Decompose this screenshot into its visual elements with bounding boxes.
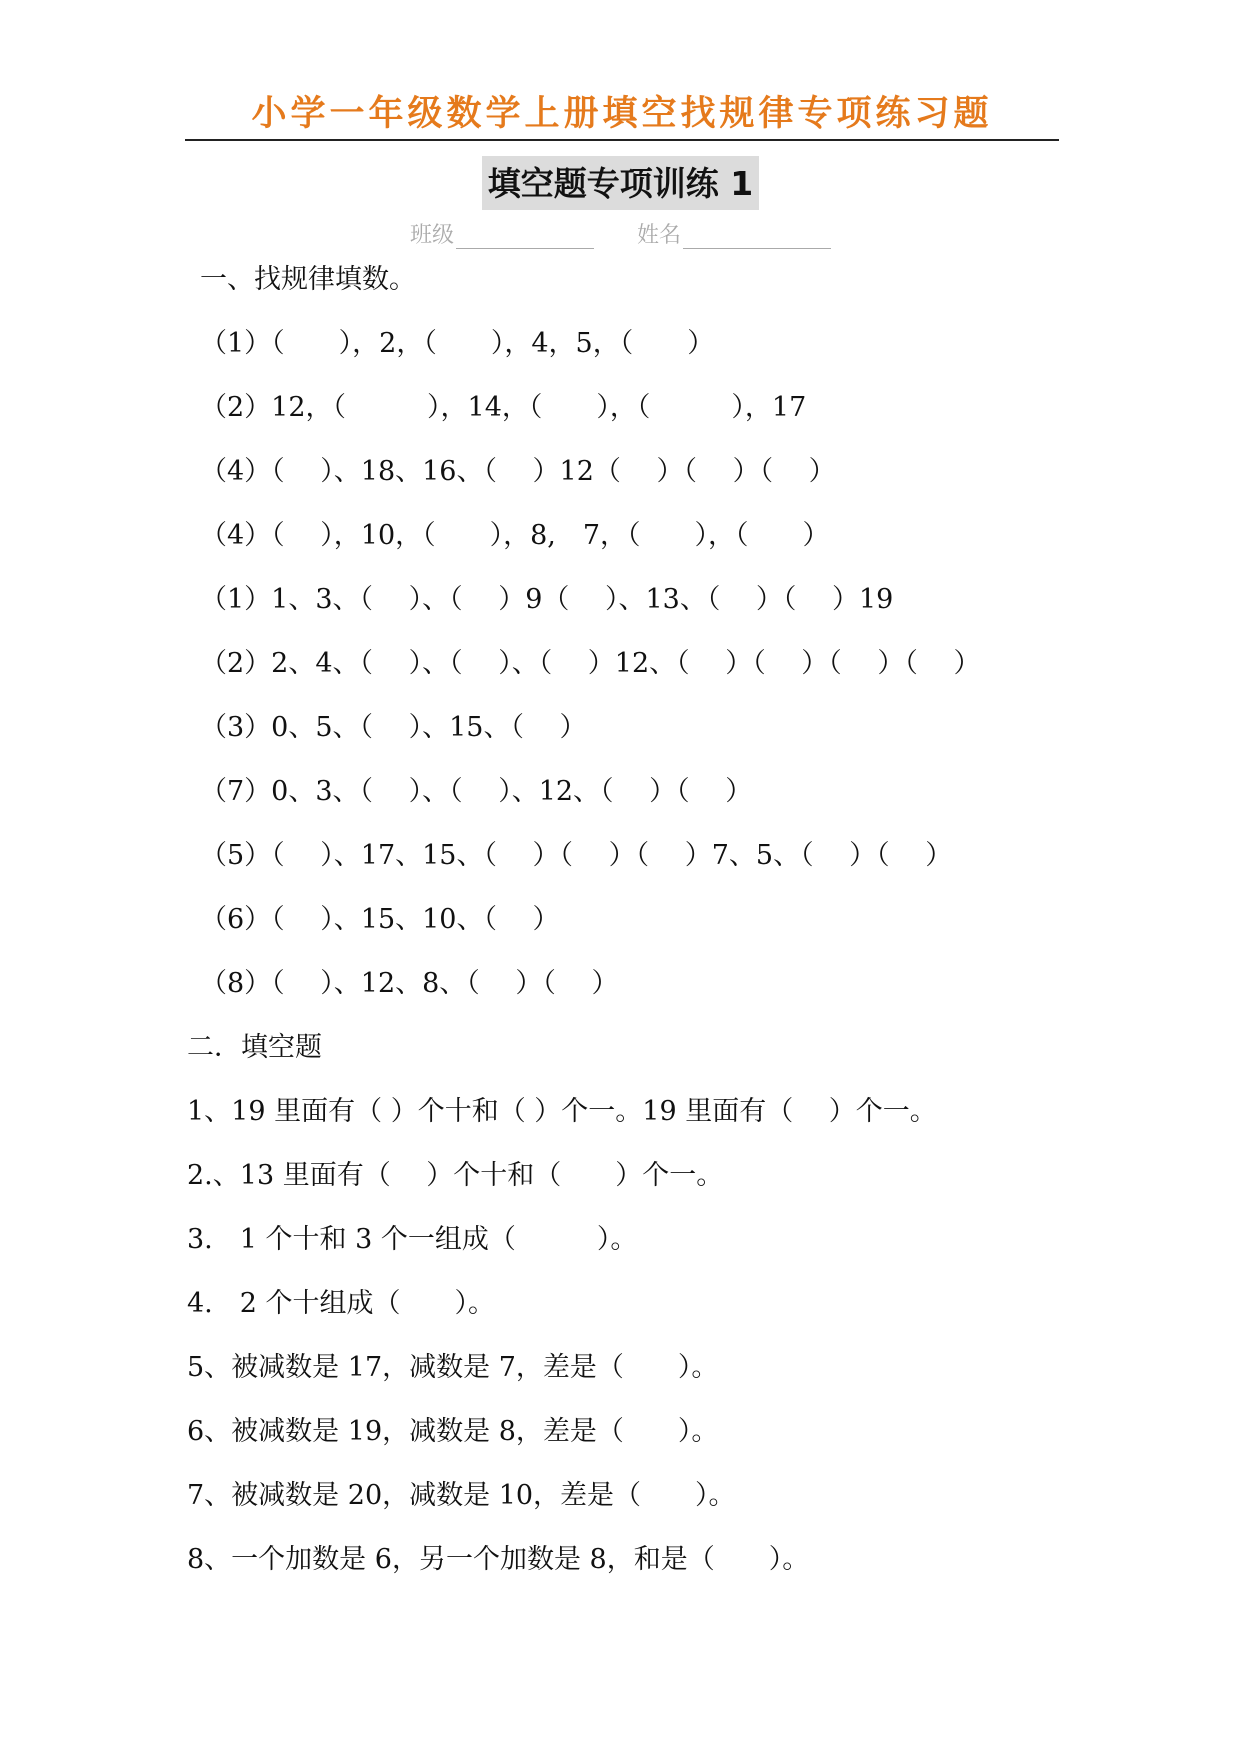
pattern-item: （6）（ ）、15、10、（ ） <box>200 904 560 935</box>
pattern-item: （2）12，（ ），14，（ ），（ ），17 <box>200 392 807 423</box>
worksheet-subtitle: 填空题专项训练 1 <box>482 156 759 210</box>
section2-heading: 二．填空题 <box>187 1032 322 1063</box>
name-field <box>637 218 831 249</box>
section1-heading: 一、找规律填数。 <box>200 264 416 295</box>
subtitle-wrapper <box>0 156 1241 210</box>
fill-blank-item: 5、被减数是 17，减数是 7，差是（ ）。 <box>187 1352 719 1383</box>
fill-blank-item: 8、一个加数是 6，另一个加数是 8，和是（ ）。 <box>187 1544 810 1575</box>
pattern-item: （3）0、5、（ ）、15、（ ） <box>200 712 587 743</box>
pattern-item: （4）（ ），10，（ ），8, 7，（ ），（ ） <box>200 520 830 551</box>
fill-blank-item: 3. 1 个十和 3 个一组成（ ）。 <box>187 1224 638 1255</box>
pattern-item: （4）（ ）、18、16、（ ）12（ ）（ ）（ ） <box>200 456 836 487</box>
fill-blank-item: 1、19 里面有（ ）个十和（ ）个一。19 里面有（ ）个一。 <box>187 1096 937 1127</box>
pattern-item: （7）0、3、（ ）、（ ）、12、（ ）（ ） <box>200 776 753 807</box>
fill-blank-item: 4. 2 个十组成（ ）。 <box>187 1288 496 1319</box>
student-info-row <box>0 218 1241 249</box>
class-field <box>410 218 594 249</box>
worksheet-header-title: 小学一年级数学上册填空找规律专项练习题 <box>251 93 993 134</box>
pattern-item: （8）（ ）、12、8、（ ）（ ） <box>200 968 619 999</box>
class-label: 班级 <box>409 223 454 248</box>
pattern-item: （1）1、3、（ ）、（ ）9（ ）、13、（ ）（ ）19 <box>200 584 894 615</box>
pattern-item: （5）（ ）、17、15、（ ）（ ）（ ）7、5、（ ）（ ） <box>200 840 953 871</box>
fill-blank-item: 7、被减数是 20，减数是 10，差是（ ）。 <box>187 1480 736 1511</box>
fill-blank-item: 6、被减数是 19，减数是 8，差是（ ）。 <box>187 1416 719 1447</box>
pattern-item: （2）2、4、（ ）、（ ）、（ ）12、（ ）（ ）（ ）（ ） <box>200 648 981 679</box>
name-blank-line[interactable] <box>683 226 831 249</box>
pattern-item: （1）（ ），2，（ ），4，5，（ ） <box>200 328 715 359</box>
class-blank-line[interactable] <box>456 226 594 249</box>
header-divider <box>185 139 1059 141</box>
name-label: 姓名 <box>637 223 682 248</box>
fill-blank-item: 2.、13 里面有（ ）个十和（ ）个一。 <box>187 1160 724 1191</box>
